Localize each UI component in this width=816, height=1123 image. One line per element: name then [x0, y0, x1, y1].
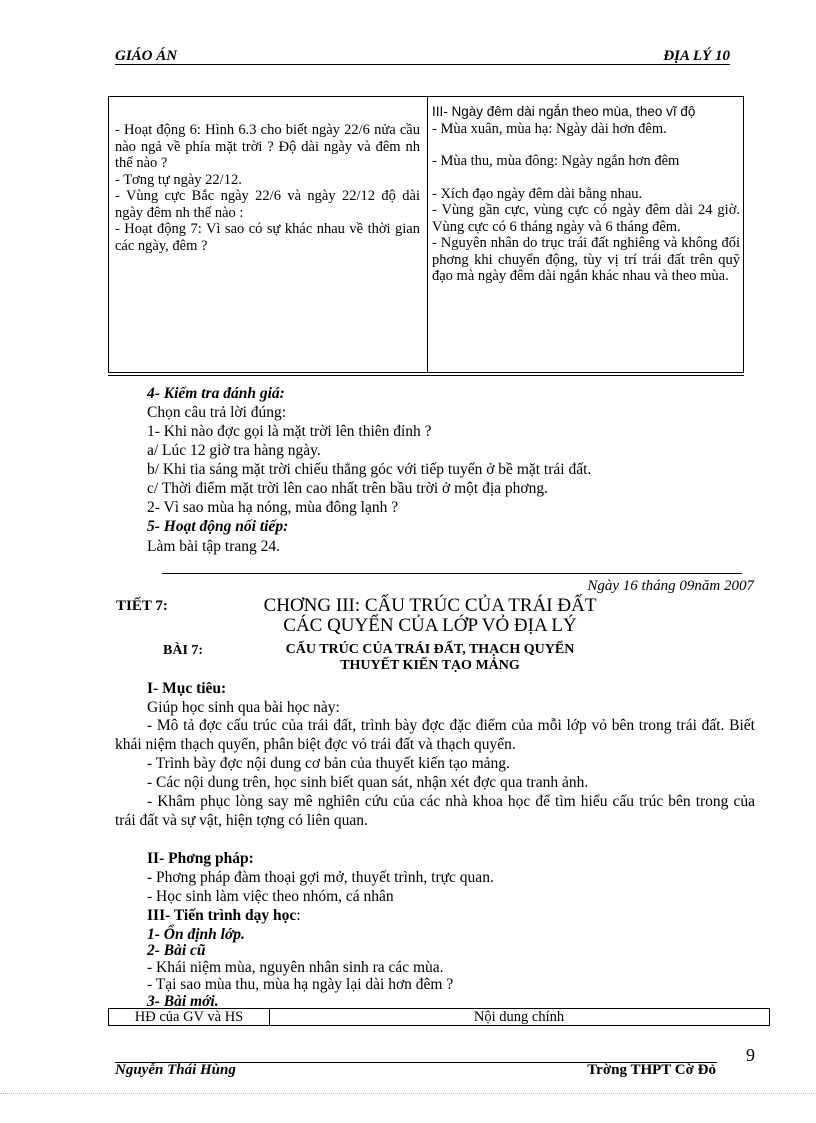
process-step-2-item: - Tại sao mùa thu, mùa hạ ngày lại dài hơn đêm ? [147, 976, 454, 993]
top-table-bottom-double [108, 375, 744, 376]
left-row: - Hoạt động 7: Vì sao có sự khác nhau về thời gian các ngày, đêm ? [115, 221, 420, 254]
section-separator [162, 573, 742, 574]
objectives-heading: I- Mục tiêu: [147, 680, 227, 697]
chapter-title-2: CÁC QUYỂN CỦA LỚP VỎ ĐỊA LÝ [283, 615, 577, 636]
bottom-table-col2: Nội dung chính [473, 1009, 565, 1025]
tiet-label: TIẾT 7: [116, 598, 168, 614]
method-item: - Học sinh làm việc theo nhóm, cá nhân [147, 888, 394, 905]
method-item: - Phơng pháp đàm thoại gợi mở, thuyết trình, trực quan. [147, 869, 494, 886]
process-heading-text: III- Tiến trình dạy học [147, 907, 297, 924]
bottom-table-header [108, 1008, 770, 1026]
right-row: - Nguyên nhân do trục trái đất nghiêng và không đổi phơng khi chuyển động, tùy vị trí trái đất trên quỹ đạo mà ngày đêm dài ngắn khác nhau và theo mùa. [432, 235, 740, 284]
footer-right: Trờng THPT Cờ Đỏ [587, 1062, 716, 1078]
assessment-line: Chọn câu trả lời đúng: [147, 404, 287, 421]
page-edge [0, 1093, 816, 1094]
left-row: - Tơng tự ngày 22/12. [115, 171, 242, 188]
process-step-2-item: - Khái niệm mùa, nguyên nhân sinh ra các mùa. [147, 959, 444, 976]
top-table-divider [427, 97, 428, 372]
objectives-list [115, 716, 755, 830]
objective-item: - Khâm phục lòng say mê nghiên cứu của các nhà khoa học để tìm hiểu cấu trúc bên trong của trái đất và sự vật, hiện tợng có liên quan. [115, 793, 755, 829]
page-number: 9 [746, 1045, 755, 1065]
bai-title-1: CẤU TRÚC CỦA TRÁI ĐẤT, THẠCH QUYỂN [285, 642, 575, 657]
bai-label: BÀI 7: [163, 643, 204, 658]
right-title: III- Ngày đêm dài ngắn theo mùa, theo vĩ độ [432, 104, 696, 119]
assessment-line: a/ Lúc 12 giờ tra hàng ngày. [147, 442, 321, 459]
followup-heading: 5- Hoạt động nối tiếp: [147, 518, 289, 535]
objective-item: - Trình bày đợc nội dung cơ bản của thuyết kiến tạo mảng. [147, 755, 510, 772]
assessment-line: b/ Khi tia sáng mặt trời chiếu thẳng góc với tiếp tuyến ở bề mặt trái đất. [147, 461, 592, 478]
assessment-line: 2- Vì sao mùa hạ nóng, mùa đông lạnh ? [147, 499, 399, 516]
assessment-heading: 4- Kiểm tra đánh giá: [147, 385, 285, 402]
process-step-1: 1- Ổn định lớp. [147, 926, 245, 943]
followup-line: Làm bài tập trang 24. [147, 538, 280, 555]
bottom-table-col1: HĐ của GV và HS [134, 1009, 244, 1025]
header-right: ĐỊA LÝ 10 [663, 48, 730, 64]
left-row: - Vùng cực Bắc ngày 22/6 và ngày 22/12 độ dài ngày đêm nh thế nào : [115, 188, 420, 221]
objectives-intro: Giúp học sinh qua bài học này: [147, 699, 340, 716]
top-table-left-cell [115, 122, 420, 254]
assessment-line: c/ Thời điểm mặt trời lên cao nhất trên bầu trời ở một địa phơng. [147, 480, 548, 497]
right-row: - Mùa thu, mùa đông: Ngày ngắn hơn đêm [432, 153, 680, 169]
objective-item: - Mô tả đợc cấu trúc của trái đất, trình bày đợc đặc điểm của mỗi lớp vỏ bên trong trái đất. Biết khái niệm thạch quyển, phân biệt đợc vỏ trái đất và thạch quyển. [115, 717, 755, 753]
bai-title-2: THUYẾT KIẾN TẠO MẢNG [340, 658, 520, 673]
header-rule [115, 64, 730, 65]
process-heading [147, 906, 301, 925]
header-left: GIÁO ÁN [115, 48, 178, 64]
process-step-3: 3- Bài mới. [147, 993, 219, 1010]
process-step-2: 2- Bài cũ [147, 942, 206, 959]
right-row: - Mùa xuân, mùa hạ: Ngày dài hơn đêm. [432, 120, 667, 137]
date-line: Ngày 16 tháng 09năm 2007 [587, 578, 754, 594]
left-row: - Hoạt động 6: Hình 6.3 cho biết ngày 22/6 nửa cầu nào ngả về phía mặt trời ? Độ dài ngày và đêm nh thế nào ? [115, 122, 420, 171]
assessment-line: 1- Khi nào đợc gọi là mặt trời lên thiên đỉnh ? [147, 423, 432, 440]
chapter-title-1: CHƠNG III: CẤU TRÚC CỦA TRÁI ĐẤT [263, 595, 597, 616]
right-row: - Xích đạo ngày đêm dài bằng nhau. [432, 185, 643, 202]
methods-heading: II- Phơng pháp: [147, 850, 254, 867]
footer-left: Nguyễn Thái Hùng [115, 1062, 236, 1078]
objective-item: - Các nội dung trên, học sinh biết quan sát, nhận xét đợc qua tranh ảnh. [147, 774, 589, 791]
top-table-right-cell [432, 104, 740, 285]
right-row: - Vùng gần cực, vùng cực có ngày đêm dài 24 giờ. Vùng cực có 6 tháng ngày và 6 tháng đêm. [432, 202, 740, 235]
process-heading-colon: : [296, 907, 301, 924]
